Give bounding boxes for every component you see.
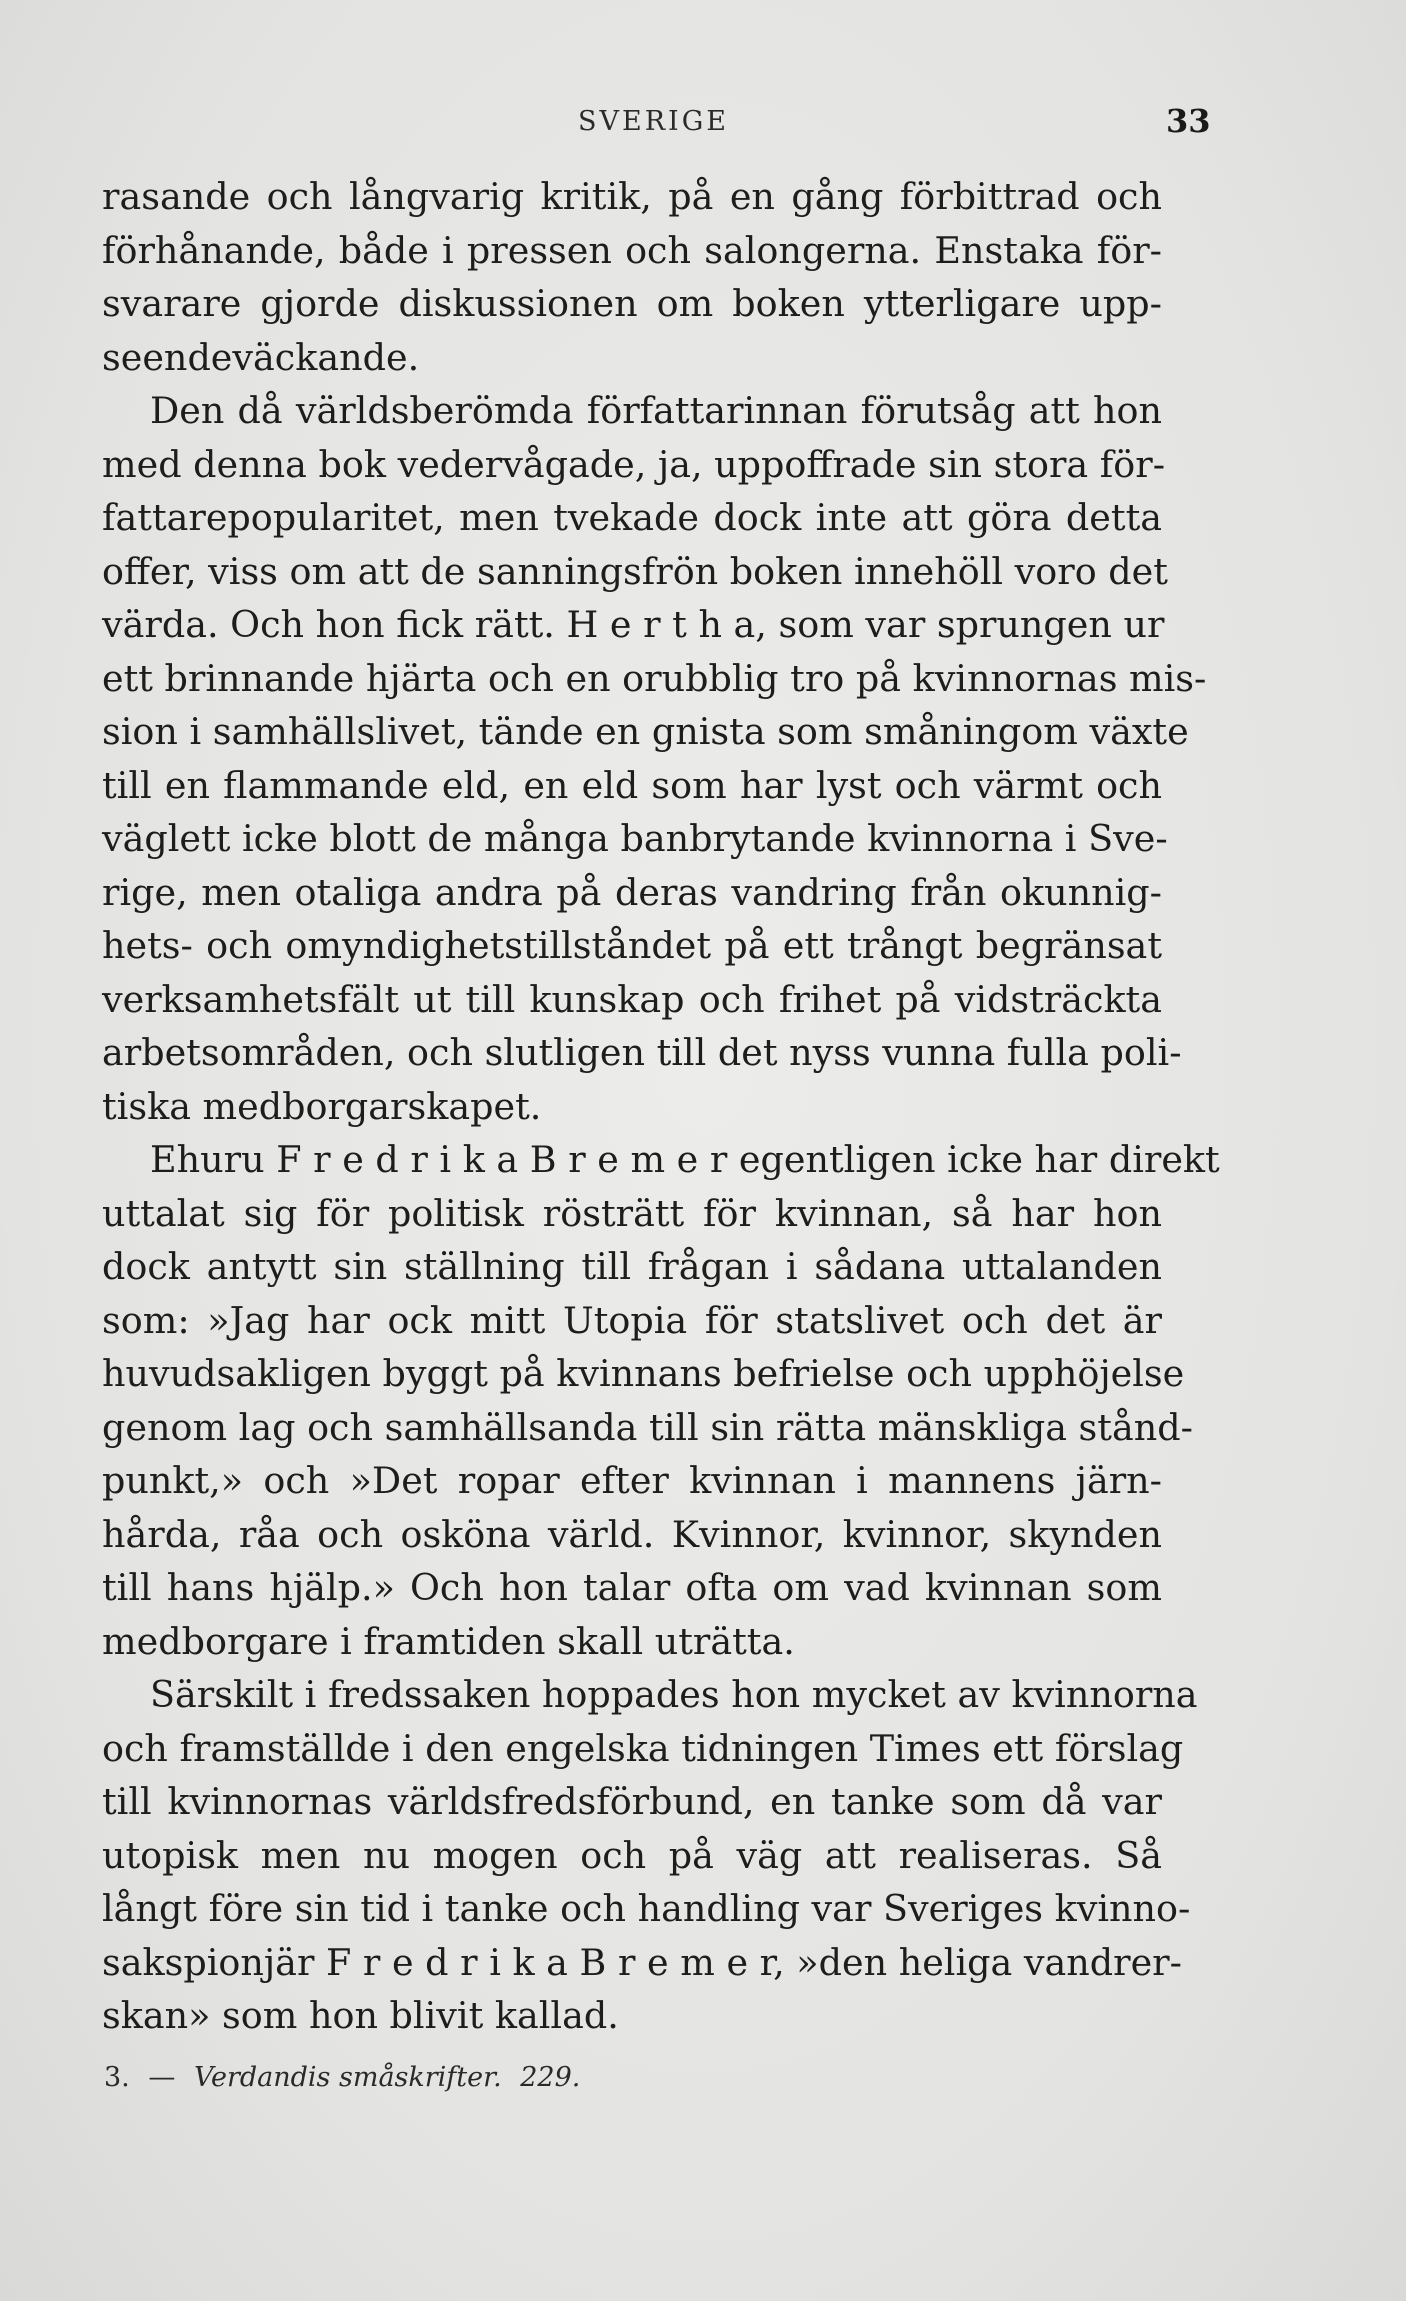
text-line: rige, men otaliga andra på deras vandring från okunnig- — [102, 870, 1162, 914]
text-line: sion i samhällslivet, tände en gnista som småningom växte — [102, 710, 1189, 753]
text-line: verksamhetsfält ut till kunskap och frihet på vidsträckta — [102, 977, 1162, 1021]
text-line: tiska medborgarskapet. — [102, 1084, 542, 1128]
text-line: skan» som hon blivit kallad. — [102, 1994, 619, 2037]
text-line: punkt,» och »Det ropar efter kvinnan i mannens järn- — [102, 1459, 1162, 1502]
text-line: genom lag och samhällsanda till sin rätta mänskliga stånd- — [102, 1405, 1193, 1449]
text-line: rasande och långvarig kritik, på en gång förbittrad och — [102, 175, 1162, 218]
text-line: Den då världsberömda författarinnan förutsåg att hon — [150, 389, 1162, 432]
text-line: sakspionjär F r e d r i k a B r e m e r, »den heliga vandrer- — [102, 1940, 1182, 1984]
text-line: medborgare i framtiden skall uträtta. — [102, 1619, 795, 1663]
text-line: utopisk men nu mogen och på väg att realiseras. Så — [102, 1833, 1162, 1877]
text-line: Ehuru F r e d r i k a B r e m e r egentligen icke har direkt — [150, 1138, 1220, 1181]
text-line: Särskilt i fredssaken hoppades hon mycket av kvinnorna — [150, 1673, 1198, 1716]
text-line: med denna bok vedervågade, ja, uppoffrade sin stora för- — [102, 442, 1166, 486]
series-number: 229. — [520, 2062, 581, 2093]
text-line: långt före sin tid i tanke och handling var Sveriges kvinno- — [102, 1887, 1191, 1930]
text-line: förhånande, både i pressen och salongerna. Enstaka för- — [102, 228, 1162, 272]
text-line: huvudsakligen byggt på kvinnans befrielse och upphöjelse — [102, 1352, 1185, 1395]
text-line: till en flammande eld, en eld som har lyst och värmt och — [102, 763, 1162, 807]
text-line: värda. Och hon fick rätt. H e r t h a, som var sprungen ur — [102, 603, 1165, 646]
text-line: seendeväckande. — [102, 335, 420, 379]
text-line: och framställde i den engelska tidningen Times ett förslag — [102, 1726, 1184, 1770]
text-line: fattarepopularitet, men tvekade dock inte att göra detta — [102, 496, 1162, 539]
text-line: offer, viss om att de sanningsfrön boken innehöll voro det — [102, 549, 1168, 593]
page-header — [0, 102, 1406, 146]
text-line: ett brinnande hjärta och en orubblig tro på kvinnornas mis- — [102, 656, 1207, 700]
text-line: uttalat sig för politisk rösträtt för kvinnan, så har hon — [102, 1191, 1162, 1235]
text-line: arbetsområden, och slutligen till det nyss vunna fulla poli- — [102, 1031, 1182, 1074]
text-line: till hans hjälp.» Och hon talar ofta om vad kvinnan som — [102, 1566, 1162, 1609]
page-number: 33 — [1166, 102, 1211, 140]
text-line: som: »Jag har ock mitt Utopia för statslivet och det är — [102, 1298, 1162, 1342]
text-line: dock antytt sin ställning till frågan i sådana uttalanden — [102, 1245, 1162, 1288]
running-head: SVERIGE — [578, 106, 729, 137]
footer-dash: — — [148, 2062, 176, 2093]
series-title: Verdandis småskrifter. — [193, 2062, 502, 2093]
body-text — [102, 170, 1220, 2043]
text-line: väglett icke blott de många banbrytande kvinnorna i Sve- — [102, 817, 1168, 860]
signature-mark: 3. — [104, 2062, 130, 2093]
text-line: svarare gjorde diskussionen om boken ytterligare upp- — [102, 282, 1162, 325]
page-footer — [104, 2062, 590, 2093]
text-line: till kvinnornas världsfredsförbund, en tanke som då var — [102, 1780, 1162, 1823]
text-line: hets- och omyndighetstillståndet på ett trångt begränsat — [102, 924, 1162, 967]
text-line: hårda, råa och osköna värld. Kvinnor, kvinnor, skynden — [102, 1512, 1162, 1556]
